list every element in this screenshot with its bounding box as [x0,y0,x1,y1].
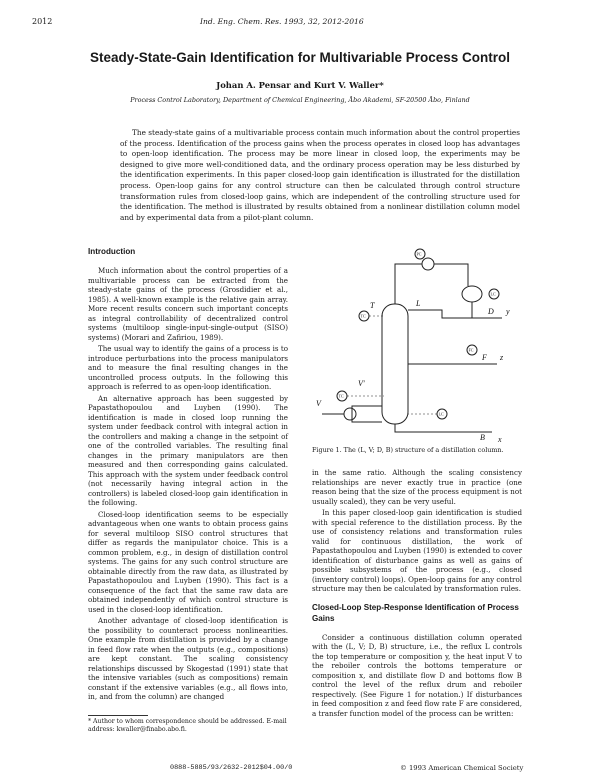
abstract: The steady-state gains of a multivariable process contain much information about the control properties of the process. Identification of the process gains when the process operates in closed loop has advantages to open-loop identification. The process may be more linear in closed loop, the experiments may be designed to give more well-conditioned data, and the ordinary process operation may be less disturbed by the identification experiments. In this paper closed-loop gain identification is illustrated for the distillation process. Open-loop gains for any control structure can then be calculated through control structure transformation rules from closed-loop gains, which are independent of the controlling structure used for the identification. The method is illustrated by results obtained from a nonlinear distillation column model and by experimental data from a pilot-plant column. [120,128,520,222]
right-column [312,468,522,720]
journal-citation: Ind. Eng. Chem. Res. 1993, 32, 2012-2016 [200,17,364,26]
label-pc: PC [416,251,422,257]
intro-paragraph: Another advantage of closed-loop identification is the possibility to counteract process nonlinearities. One example from distillation is provided by a change in feed flow rate when the outputs (e.g., compositions) are kept constant. The scaling consistency relationships discussed by Skogestad (1991) state that the intensive variables (such as compositions) remain constant if the extensive variables (e.g., all flows into, in, and from the column) are changed [88,616,288,701]
label-lc-bottom: LC [438,411,444,417]
intro-paragraph: The usual way to identify the gains of a process is to introduce perturbations into the process manipulators and to measure the final resulting changes in the uncontrolled process outputs. In the following this approach is referred to as open-loop identification. [88,344,288,391]
left-column [88,246,288,704]
label-tc-top: TC [360,313,366,319]
label-x: x [498,435,502,444]
doi-code: 0888-5885/93/2632-2012$04.00/0 [170,764,293,772]
overhead-vapor-line [395,264,422,304]
reflux-drum-icon [462,286,482,302]
reflux-line [408,310,472,318]
label-F: F [482,353,487,362]
reboiler-icon [344,408,356,420]
label-fc: FC [468,347,474,353]
label-lc-top: LC [490,291,496,297]
footnote-divider [88,715,148,716]
bottoms-line [395,424,492,432]
label-y: y [506,307,510,316]
authors: Johan A. Pensar and Kurt V. Waller* [216,80,384,90]
intro-paragraph: An alternative approach has been suggested by Papastathopoulou and Luyben (1990). The identification is made in closed loop running the system under feedback control with integral action in the controllers and making a change in the setpoint of one of the controlled variables. The resulting final changes in the primary manipulators are then measured and then corresponding gains calculated. This approach with the system under feedback control (not necessarily having integral action in the controllers) is labeled closed-loop gain identification in the following. [88,393,288,507]
intro-heading: Introduction [88,247,136,256]
label-z: z [500,353,504,362]
label-V: V [316,399,321,408]
label-B: B [480,433,485,442]
footnote: * Author to whom correspondence should be addressed. E-mail address: kwaller@finabo.abo.fi. [88,718,287,733]
label-Vprime: V' [358,379,365,388]
affiliation: Process Control Laboratory, Department of Chemical Engineering, Åbo Akademi, SF-20500 Åbo, Finland [130,96,470,104]
distillate-line [472,302,502,318]
body-paragraph: In this paper closed-loop gain identification is studied with special reference to the distillation process. By the use of consistency relations and transformation rules valid for continuous distillation, the work of Papastathopoulou and Luyben (1990) is extended to cover identification of disturbance gains as well as gains of possible subsystems of the process (e.g., closed (inventory control) loops). Open-loop gains for any control structure may then be calculated by transformation rules. [312,508,522,593]
copyright: © 1993 American Chemical Society [400,764,524,772]
paper-title: Steady-State-Gain Identification for Multivariable Process Control [89,50,511,65]
label-T: T [370,301,375,310]
intro-paragraph: Much information about the control properties of a multivariable process can be extracted from the steady-state gains of the process (Grosdidier et al., 1985). A well-known example is the relative gain array. More recent results concern such important concepts as integral controllability of decentralized control systems (multiloop single-input-single-output (SISO) systems) (Morari and Zafiriou, 1989). [88,266,288,342]
label-D: D [488,307,494,316]
section-heading: Closed-Loop Step-Response Identification of Process Gains [312,602,519,623]
body-paragraph: Consider a continuous distillation column operated with the (L, V; D, B) structure, i.e., the reflux L controls the top temperature or composition y, the heat input V to the reboiler controls the bottoms temperature or composition x, and distillate flow D and bottoms flow B control the level of the reflux drum and reboiler respectively. (See Figure 1 for notation.) If disturbances in feed composition z and feed flow rate F are considered, a transfer function model of the process can be written: [312,632,522,718]
page-number: 2012 [32,17,53,26]
distillation-column-figure [312,246,522,446]
condenser-icon [422,258,434,270]
label-L: L [416,299,421,308]
continuation-paragraph: in the same ratio. Although the scaling consistency relationships are never exactly true in practice (one reason being that the size of the process equipment is not usually scaled), they can be very useful. [312,468,522,506]
column-shell [382,304,408,424]
figure-caption: Figure 1. The (L, V; D, B) structure of a distillation column. [312,446,504,454]
label-tc-bottom: TC [338,393,344,399]
intro-paragraph: Closed-loop identification seems to be especially advantageous when one wants to obtain process gains for several multiloop SISO control structures that differ as regards the manipulator choice. This is a common problem, e.g., in design of distillation control systems. The gains for any such control structure are obtainable directly from the raw data, as illustrated by Papastathopoulou and Luyben (1990). This fact is a consequence of the fact that the same raw data are obtained independently of which control structure is used in the closed-loop identification. [88,509,288,614]
